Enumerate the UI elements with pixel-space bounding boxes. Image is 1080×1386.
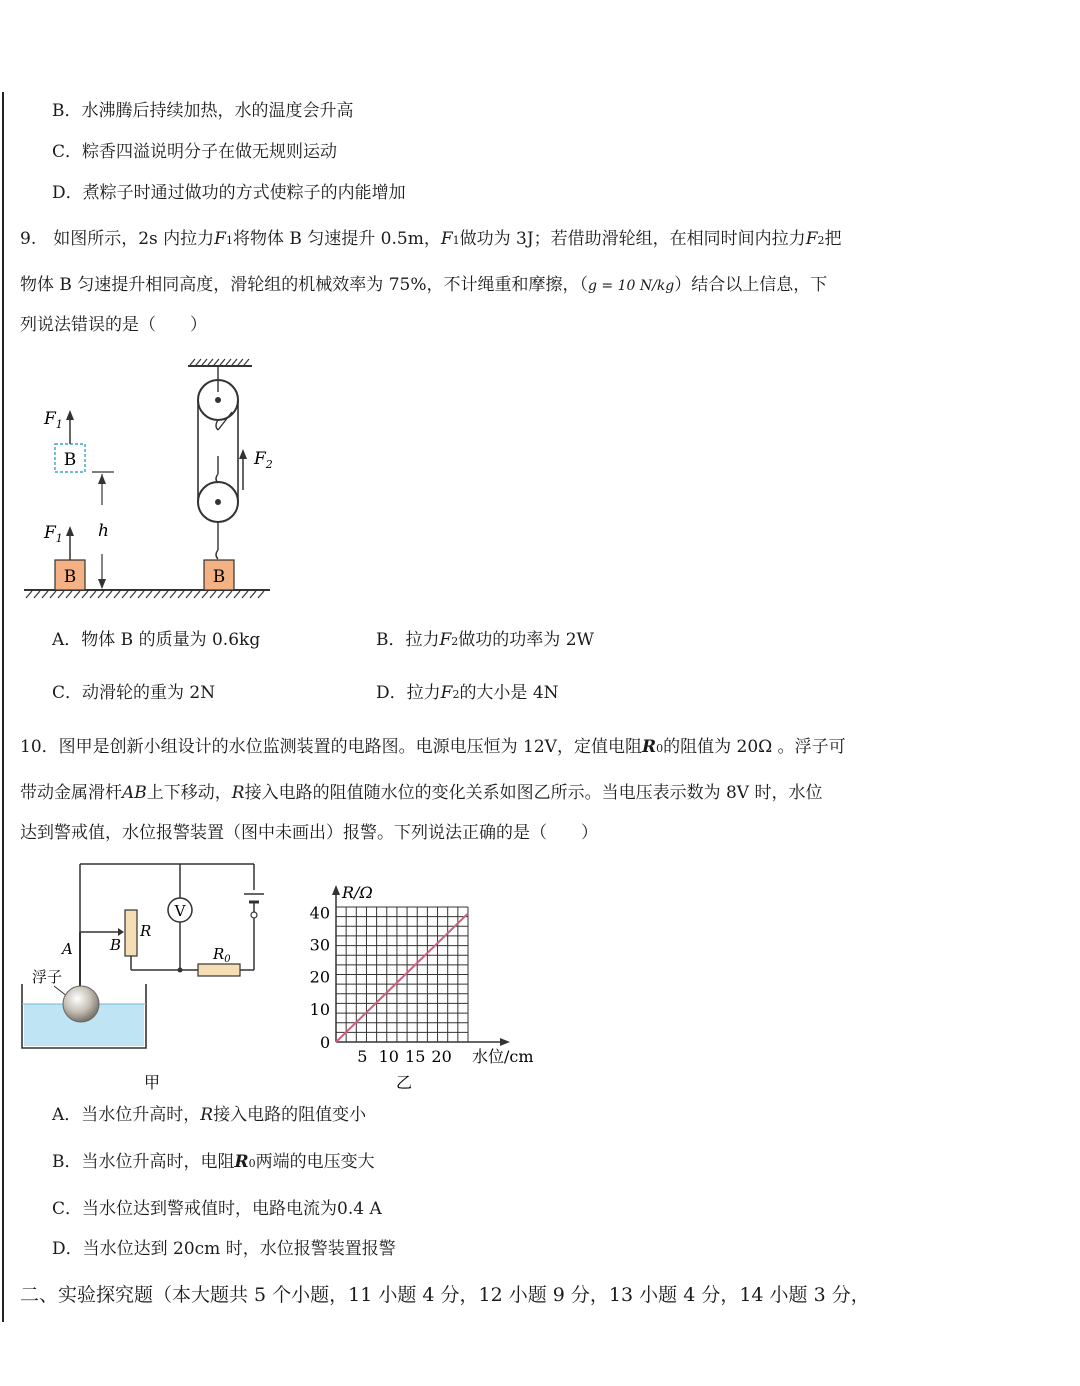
left-margin-rule <box>2 92 4 1322</box>
chart-x-tick-label: 10 <box>378 1047 399 1066</box>
box-b-ground-label: B <box>63 567 77 587</box>
chart-x-tick-label: 20 <box>431 1047 452 1066</box>
chart-x-axis-arrow-icon <box>500 1038 510 1046</box>
section-2-heading: 二、实验探究题（本大题共 5 个小题，11 小题 4 分，12 小题 9 分，13 小题 4 分，14 小题 3 分， <box>20 1284 870 1306</box>
chart-x-tick-label: 5 <box>357 1047 368 1066</box>
q10-stem-line1: 10．图甲是创新小组设计的水位监测装置的电路图。电源电压恒为 12V，定值电阻R0的阻值为 20Ω 。浮子可 <box>20 737 846 757</box>
q9-option-d: D．拉力F2的大小是 4N <box>376 683 559 703</box>
q8-option-b: B．水沸腾后持续加热，水的温度会升高 <box>52 101 354 121</box>
float-label: 浮子 <box>32 968 63 986</box>
arrow-up-icon <box>66 410 74 420</box>
chart-y-axis-arrow-icon <box>332 885 340 895</box>
chart-x-label: 水位/cm <box>472 1047 534 1066</box>
q10-option-b: B．当水位升高时，电阻R0两端的电压变大 <box>52 1152 375 1172</box>
q9-pulley-figure <box>18 352 280 602</box>
svg-text:B: B <box>110 936 122 954</box>
q10-chart <box>300 876 550 1096</box>
q9-option-b: B．拉力F2做功的功率为 2W <box>376 630 594 650</box>
q10-stem-line3: 达到警戒值，水位报警装置（图中未画出）报警。下列说法正确的是（ ） <box>20 823 598 843</box>
figure-jia-caption: 甲 <box>144 1073 161 1092</box>
q9-option-a: A．物体 B 的质量为 0.6kg <box>52 630 261 650</box>
q10-option-a: A．当水位升高时，R接入电路的阻值变小 <box>52 1105 367 1125</box>
q10-stem-line2: 带动金属滑杆AB上下移动，R接入电路的阻值随水位的变化关系如图乙所示。当电压表示数为 8V 时，水位 <box>20 783 823 803</box>
q9-stem-line1: 9. 如图所示，2s 内拉力F1将物体 B 匀速提升 0.5m，F1做功为 3J；若借助滑轮组，在相同时间内拉力F2把 <box>20 229 842 249</box>
q8-option-c: C．粽香四溢说明分子在做无规则运动 <box>52 142 338 162</box>
chart-y-label: R/Ω <box>342 883 373 902</box>
q9-stem-line3: 列说法错误的是（ ） <box>20 315 207 335</box>
q10-option-d: D．当水位达到 20cm 时，水位报警装置报警 <box>52 1239 396 1259</box>
svg-text:R: R <box>140 922 152 940</box>
arrow-up-icon <box>239 449 247 459</box>
chart-y-tick-label: 40 <box>309 903 330 923</box>
ground-hatching <box>26 591 264 598</box>
svg-text:F2: $F_2$ <box>254 449 273 471</box>
chart-axes <box>332 885 510 1046</box>
arrow-up-icon <box>66 526 74 536</box>
svg-text:B: B <box>212 567 226 587</box>
resistor-r0 <box>198 964 240 976</box>
chart-x-tick-label: 15 <box>405 1047 426 1066</box>
q9-stem-line2: 物体 B 匀速提升相同高度，滑轮组的机械效率为 75%，不计绳重和摩擦，（g = 10 N/kg）结合以上信息，下 <box>20 275 828 295</box>
q10-circuit-figure <box>18 858 278 1098</box>
svg-text:R0: $R_0$ <box>213 945 231 965</box>
figure-yi-caption: 乙 <box>396 1073 413 1092</box>
svg-text:V: V <box>174 902 186 920</box>
slider-contact-icon <box>118 928 124 936</box>
ceiling-hatching <box>190 359 249 365</box>
svg-text:A: A <box>62 940 73 958</box>
svg-text:F1: $F_1$ <box>44 523 63 545</box>
float-ball <box>63 986 99 1022</box>
chart-y-tick-label: 20 <box>309 967 330 987</box>
height-label: h <box>98 521 109 541</box>
arrow-down-icon <box>98 579 106 589</box>
chart-y-tick-label: 30 <box>309 935 330 955</box>
q9-option-c: C．动滑轮的重为 2N <box>52 683 216 703</box>
q10-option-c: C．当水位达到警戒值时，电路电流为0.4 A <box>52 1199 382 1219</box>
svg-text:B: B <box>63 450 77 470</box>
arrow-up-icon <box>98 474 106 484</box>
chart-origin-label: 0 <box>320 1033 331 1052</box>
rheostat-r <box>125 910 137 956</box>
chart-y-tick-label: 10 <box>309 999 330 1019</box>
q8-option-d: D．煮粽子时通过做功的方式使粽子的内能增加 <box>52 183 406 203</box>
svg-text:F1: $F_1$ <box>44 409 63 431</box>
